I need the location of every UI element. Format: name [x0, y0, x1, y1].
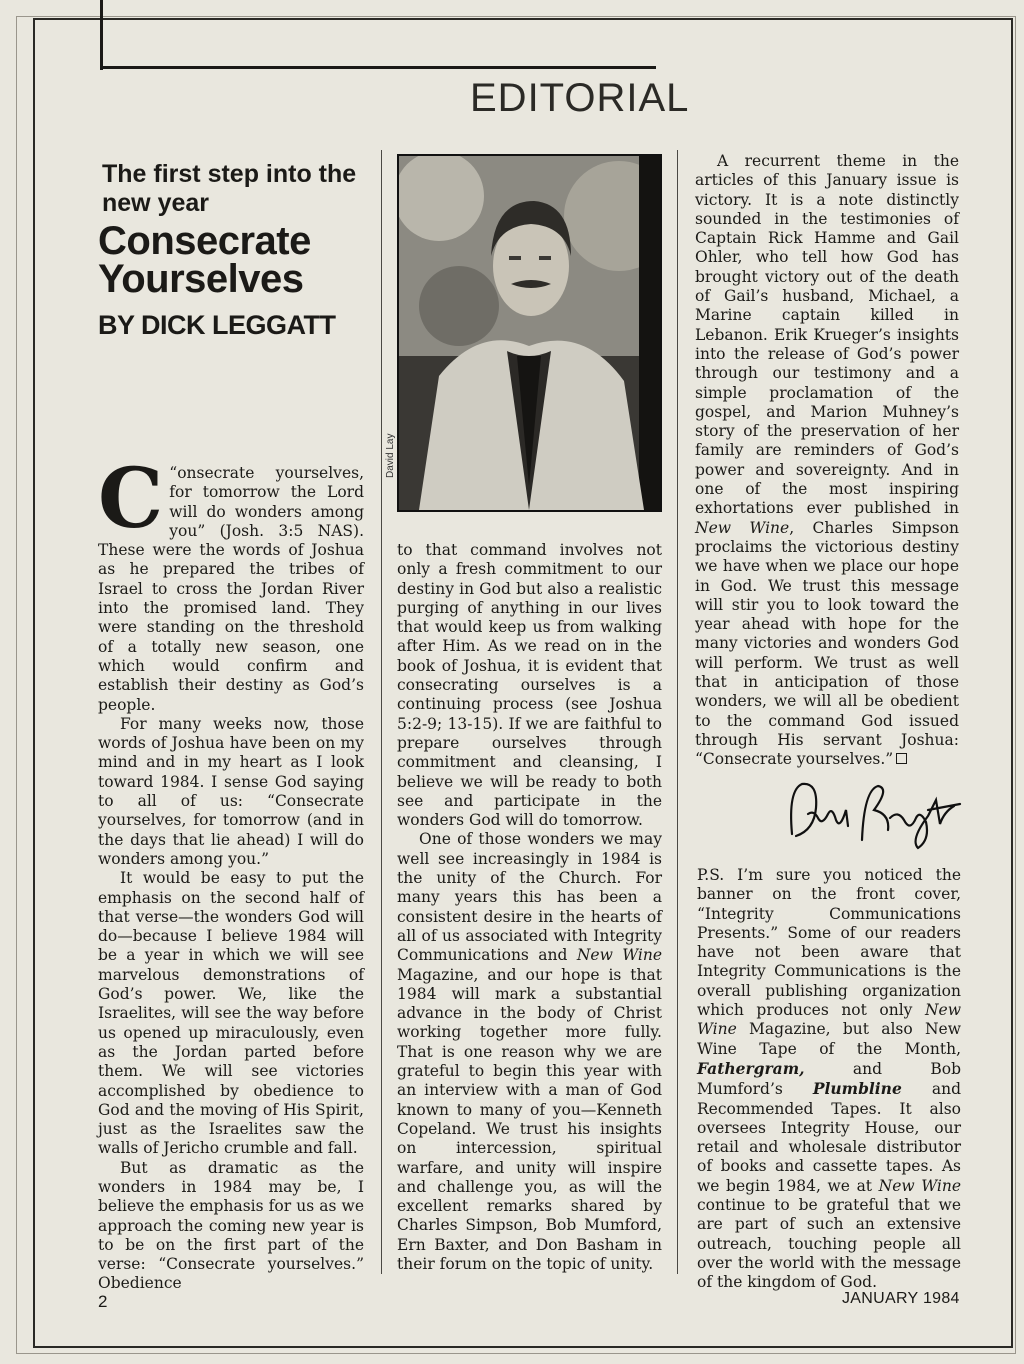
col2-p2-part2: Magazine, and our hope is that 1984 will mark a substantial advance in the body of Christ working together more fully. That is one reason why we are grateful to begin this year with an interview with a man of God known to many of you—Kenneth Copeland. We trust his insights on intercession, spiritual warfare, and unity will inspire and challenge you, as will the excellent remarks shared by Charles Simpson, Bob Mumford, Ern Baxter, and Don Basham in their forum on the topic of unity.: [397, 965, 662, 1273]
col2-p2-italic: New Wine: [576, 946, 662, 965]
column-3-postscript: [697, 866, 961, 1293]
end-mark-icon: [896, 753, 907, 764]
ps-italic-3: Plumbline: [812, 1079, 902, 1099]
col3-p1-part1: A recurrent theme in the articles of this January issue is victory. It is a note distinctly sounded in the testimonies of Captain Rick Hamme and Gail Ohler, who tell how God has brought victory out of the death of Gail’s husband, Michael, a Marine captain killed in Lebanon. Erik Krueger’s insights into the release of God’s power through our testimony and a simple proclamation of the gospel, and Marion Muhney’s story of the preservation of her family are reminders of God’s power and sovereignty. And in one of the most inspiring exhortations ever published in: [695, 152, 959, 518]
col1-p2: For many weeks now, those words of Joshua have been on my mind and in my heart as I look toward 1984. I sense God saying to all of us: “Consecrate yourselves, for tomorrow (and in the days that lie ahead) I will do wonders among you.”: [98, 714, 364, 868]
ps-italic-2: Fathergram,: [697, 1058, 805, 1078]
ps-part5: continue to be grateful that we are part of such an extensive outreach, touching people all over the world with the message of the kingdom of God.: [697, 1196, 961, 1292]
col1-p3: It would be easy to put the emphasis on the second half of that verse—the wonders God will do—because I believe 1984 will be a year in which we will see marvelous demonstrations of God’s power. We, like the Israelites, will see the way before us opened up miraculously, even as the Jordan parted before them. We will see victories accomplished by obedience to God and the moving of His Spirit, just as the Israelites saw the walls of Jericho crumble and fall.: [98, 869, 364, 1158]
ps-italic-4: New Wine: [878, 1176, 961, 1195]
col3-p1: [695, 152, 959, 770]
column-rule-2: [677, 150, 678, 1274]
drop-cap: C: [98, 451, 164, 547]
col3-p1-italic: New Wine: [695, 518, 790, 537]
opening-paragraph: [98, 451, 364, 715]
kicker: The first step into the new year: [102, 160, 357, 217]
col3-p1-part2: , Charles Simpson proclaims the victorious destiny we have when we place our hope in God. We trust this message will stir you to look toward the year ahead with hope for the many victories and wonders God will perform. We trust as well that in anticipation of those wonders, we will all be obedient to the command God issued through His servant Joshua: “Consecrate yourselves.”: [695, 518, 960, 769]
author-photo: [397, 154, 662, 512]
ps-part3: and Bob Mumford’s: [697, 1059, 961, 1099]
col2-p2-part1: One of those wonders we may well see increasingly in 1984 is the unity of the Church. For many years this has been a consistent desire in the hearts of all of us associated with Integrity Communications and: [397, 830, 662, 965]
headline: Consecrate Yourselves: [98, 219, 311, 301]
column-2: [397, 541, 662, 1274]
signature: [778, 770, 968, 850]
corner-rule-horizontal: [100, 66, 656, 69]
issue-date: JANUARY 1984: [842, 1290, 960, 1307]
column-1: [98, 451, 364, 1294]
col1-p1: onsecrate yourselves, for tomorrow the Lord will do wonders among you” (Josh. 3:5 NAS). These were the words of Joshua as he prepared the tribes of Israel to cross the Jordan River into the promised land. They were standing on the threshold of a totally new season, one which would confirm and establish their destiny as God’s people.: [98, 464, 364, 714]
postscript: [697, 866, 961, 1293]
column-3: [695, 152, 959, 770]
page-number: 2: [98, 1292, 108, 1311]
byline: BY DICK LEGGATT: [98, 310, 336, 340]
col2-p2: [397, 830, 662, 1274]
ps-italic-1: New Wine: [697, 1001, 961, 1039]
column-rule-1: [381, 150, 382, 1274]
corner-rule-vertical: [100, 0, 103, 70]
photo-credit: David Lay: [385, 433, 396, 478]
col2-p1: to that command involves not only a fresh commitment to our destiny in God but also a realistic purging of anything in our lives that would keep us from walking after Him. As we read on in the book of Joshua, it is evident that consecrating ourselves is a continuing process (see Joshua 5:2-9; 13-15). If we are faithful to prepare ourselves through commitment and cleansing, I believe we will be ready to both see and participate in the wonders God will do tomorrow.: [397, 541, 662, 830]
ps-part4: and Recommended Tapes. It also oversees Integrity House, our retail and wholesale distributor of books and cassette tapes. As we begin 1984, we at: [697, 1080, 961, 1195]
ps-part1: P.S. I’m sure you noticed the banner on the front cover, “Integrity Communications Presents.” Some of our readers have not been aware that Integrity Communications is the overall publishing organization which produces not only: [697, 866, 961, 1020]
author-portrait-svg: [399, 156, 660, 510]
section-label: EDITORIAL: [470, 76, 690, 120]
opening-quote: “: [169, 464, 178, 482]
col1-p4: But as dramatic as the wonders in 1984 may be, I believe the emphasis for us as we approach the coming new year is to be on the first part of the verse: “Consecrate yourselves.” Obedience: [98, 1158, 364, 1293]
ps-part2: Magazine, but also New Wine Tape of the Month,: [697, 1020, 961, 1058]
